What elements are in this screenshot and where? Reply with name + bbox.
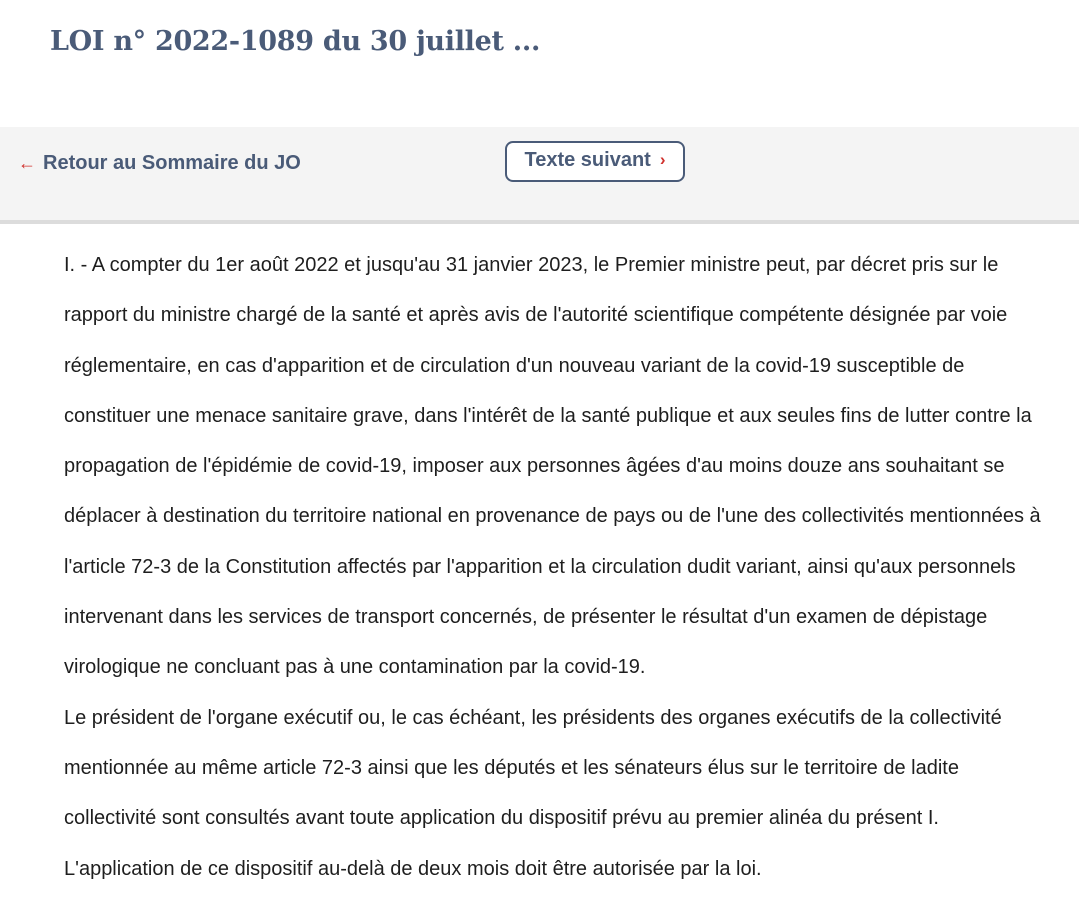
article-paragraph: Le président de l'organe exécutif ou, le cas échéant, les présidents des organes exécutifs de la collectivité mentionnée au même article 72-3 ainsi que les députés et les sénateurs élus sur le territoire de ladite collectivité sont consultés avant toute application du dispositif prévu au premier alinéa du présent I. (64, 706, 1002, 830)
arrow-left-icon: ← (18, 153, 36, 173)
article-paragraph: L'application de ce dispositif au-delà de deux mois doit être autorisée par la loi. (64, 857, 762, 880)
next-text-label: Texte suivant (524, 148, 651, 171)
next-text-button[interactable] (505, 141, 685, 182)
article-paragraph: I. - A compter du 1er août 2022 et jusqu'au 31 janvier 2023, le Premier ministre peut, par décret pris sur le rapport du ministre chargé de la santé et après avis de l'autorité scientifique compétente désignée par voie réglementaire, en cas d'apparition et de circulation d'un nouveau variant de la covid-19 susceptible de constituer une menace sanitaire grave, dans l'intérêt de la santé publique et aux seules fins de lutter contre la propagation de l'épidémie de covid-19, imposer aux personnes âgées d'au moins douze ans souhaitant se déplacer à destination du territoire national en provenance de pays ou de l'une des collectivités mentionnées à l'article 72-3 de la Constitution affectés par l'apparition et la circulation dudit variant, ainsi qu'aux personnels intervenant dans les services de transport concernés, de présenter le résultat d'un examen de dépistage virologique ne concluant pas à une contamination par la covid-19. (64, 254, 1041, 679)
article-body (64, 240, 1044, 894)
navigation-bar (0, 127, 1079, 224)
back-to-summary-label: Retour au Sommaire du JO (43, 152, 301, 174)
page-title: LOI n° 2022-1089 du 30 juillet ... (50, 26, 541, 57)
back-to-summary-link[interactable] (18, 149, 301, 177)
chevron-right-icon: › (659, 149, 666, 169)
page-header (0, 0, 1079, 127)
